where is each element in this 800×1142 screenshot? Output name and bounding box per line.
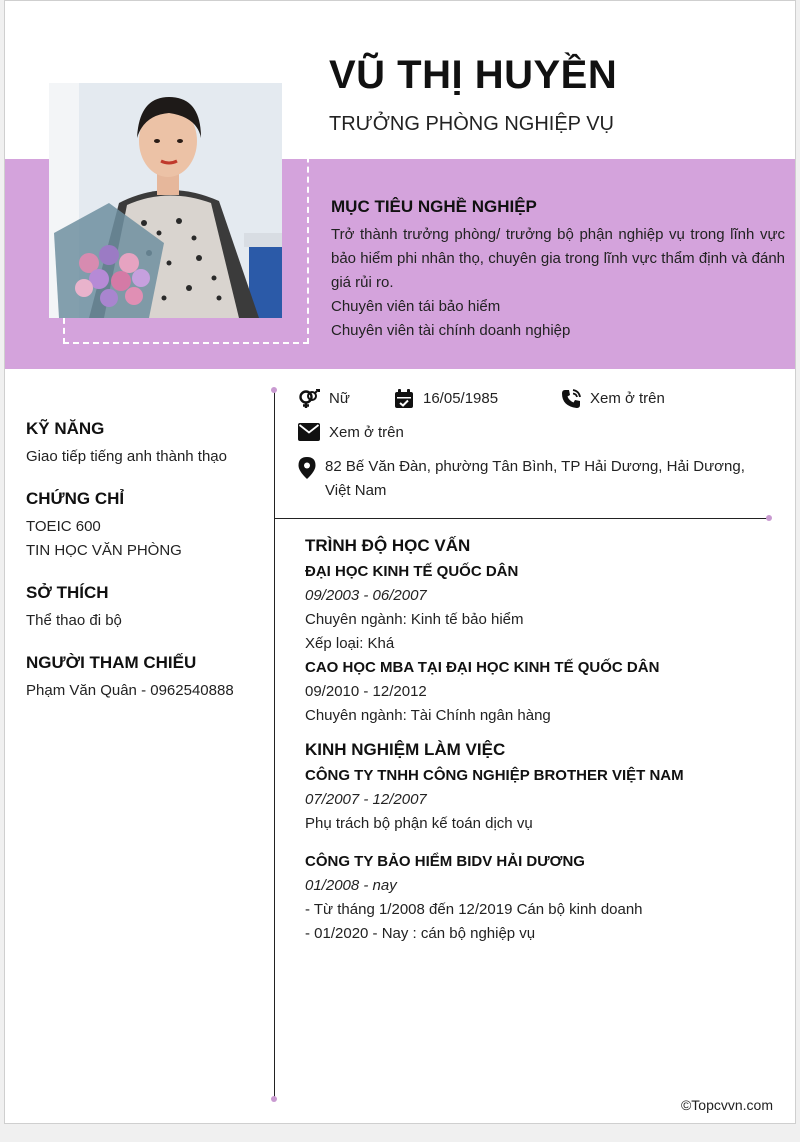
- experience-detail: Phụ trách bộ phận kế toán dịch vụ: [305, 815, 533, 832]
- certificate-item: TIN HỌC VĂN PHÒNG: [26, 542, 182, 559]
- contact-address: [298, 455, 758, 503]
- location-pin-icon: [298, 457, 316, 479]
- education-period: 09/2003 - 06/2007: [305, 587, 427, 604]
- hobbies-title: SỞ THÍCH: [26, 583, 109, 602]
- experience-detail: - 01/2020 - Nay : cán bộ nghiệp vụ: [305, 925, 536, 942]
- certificate-item: TOEIC 600: [26, 518, 101, 535]
- birthday-value: 16/05/1985: [423, 390, 499, 407]
- career-objective-item: Chuyên viên tái bảo hiểm: [331, 298, 501, 315]
- profile-photo: [49, 83, 282, 318]
- cv-page: [4, 0, 796, 1124]
- references-title: NGƯỜI THAM CHIẾU: [26, 653, 197, 672]
- references-section: [26, 651, 266, 703]
- timeline-vertical-line: [274, 390, 275, 1099]
- experience-title: KINH NGHIỆM LÀM VIỆC: [305, 740, 506, 759]
- phone-icon: [561, 389, 581, 409]
- footer-credit: ©Topcvvn.com: [680, 1097, 773, 1113]
- experience-company: CÔNG TY TNHH CÔNG NGHIỆP BROTHER VIỆT NAM: [305, 767, 684, 784]
- envelope-icon: [298, 423, 320, 441]
- education-school: CAO HỌC MBA TẠI ĐẠI HỌC KINH TẾ QUỐC DÂN: [305, 659, 660, 676]
- gender-value: Nữ: [329, 390, 350, 407]
- contact-gender: [298, 387, 350, 411]
- education-detail: Chuyên ngành: Kinh tế bảo hiểm: [305, 611, 524, 628]
- timeline-top-dot: [271, 387, 277, 393]
- skills-title: KỸ NĂNG: [26, 419, 105, 438]
- education-detail: Xếp loại: Khá: [305, 635, 395, 652]
- reference-item: Phạm Văn Quân - 0962540888: [26, 682, 234, 699]
- divider-end-dot: [766, 515, 772, 521]
- experience-detail: - Từ tháng 1/2008 đến 12/2019 Cán bộ kinh doanh: [305, 901, 643, 918]
- career-objective-text: Trở thành trưởng phòng/ trưởng bộ phận nghiệp vụ trong lĩnh vực bảo hiểm phi nhân thọ, chuyên gia trong lĩnh vực thẩm định và đánh giá rủi ro.: [331, 226, 785, 291]
- certificates-title: CHỨNG CHỈ: [26, 489, 125, 508]
- contact-phone: [561, 387, 665, 411]
- calendar-icon: [394, 389, 414, 409]
- hobbies-section: [26, 581, 266, 633]
- certificates-section: [26, 487, 266, 563]
- education-title: TRÌNH ĐỘ HỌC VẤN: [305, 536, 471, 555]
- career-objective-section: [331, 197, 785, 343]
- profile-photo-illustration: [49, 83, 282, 318]
- timeline-bottom-dot: [271, 1096, 277, 1102]
- contact-birthday: [394, 387, 498, 411]
- contact-divider-line: [275, 518, 769, 519]
- skills-section: [26, 417, 266, 469]
- candidate-position: TRƯỞNG PHÒNG NGHIỆP VỤ: [329, 113, 614, 135]
- skill-item: Giao tiếp tiếng anh thành thạo: [26, 448, 227, 465]
- address-value: 82 Bế Văn Đàn, phường Tân Bình, TP Hải Dương, Hải Dương, Việt Nam: [325, 458, 745, 499]
- gender-icon: [298, 389, 320, 409]
- education-detail: Chuyên ngành: Tài Chính ngân hàng: [305, 707, 551, 724]
- education-period: 09/2010 - 12/2012: [305, 683, 427, 700]
- right-column: [305, 534, 775, 946]
- hobby-item: Thể thao đi bộ: [26, 612, 122, 629]
- experience-company: CÔNG TY BẢO HIỂM BIDV HẢI DƯƠNG: [305, 853, 585, 870]
- experience-period: 07/2007 - 12/2007: [305, 791, 427, 808]
- career-objective-title: MỤC TIÊU NGHỀ NGHIỆP: [331, 197, 537, 216]
- candidate-name: VŨ THỊ HUYỀN: [329, 53, 618, 97]
- email-value: Xem ở trên: [329, 424, 404, 441]
- education-section: [305, 534, 775, 728]
- education-school: ĐẠI HỌC KINH TẾ QUỐC DÂN: [305, 563, 519, 580]
- experience-period: 01/2008 - nay: [305, 877, 397, 894]
- phone-value: Xem ở trên: [590, 390, 665, 407]
- experience-section: [305, 738, 775, 946]
- left-column: [26, 417, 266, 703]
- contact-email: [298, 421, 404, 445]
- career-objective-item: Chuyên viên tài chính doanh nghiệp: [331, 322, 571, 339]
